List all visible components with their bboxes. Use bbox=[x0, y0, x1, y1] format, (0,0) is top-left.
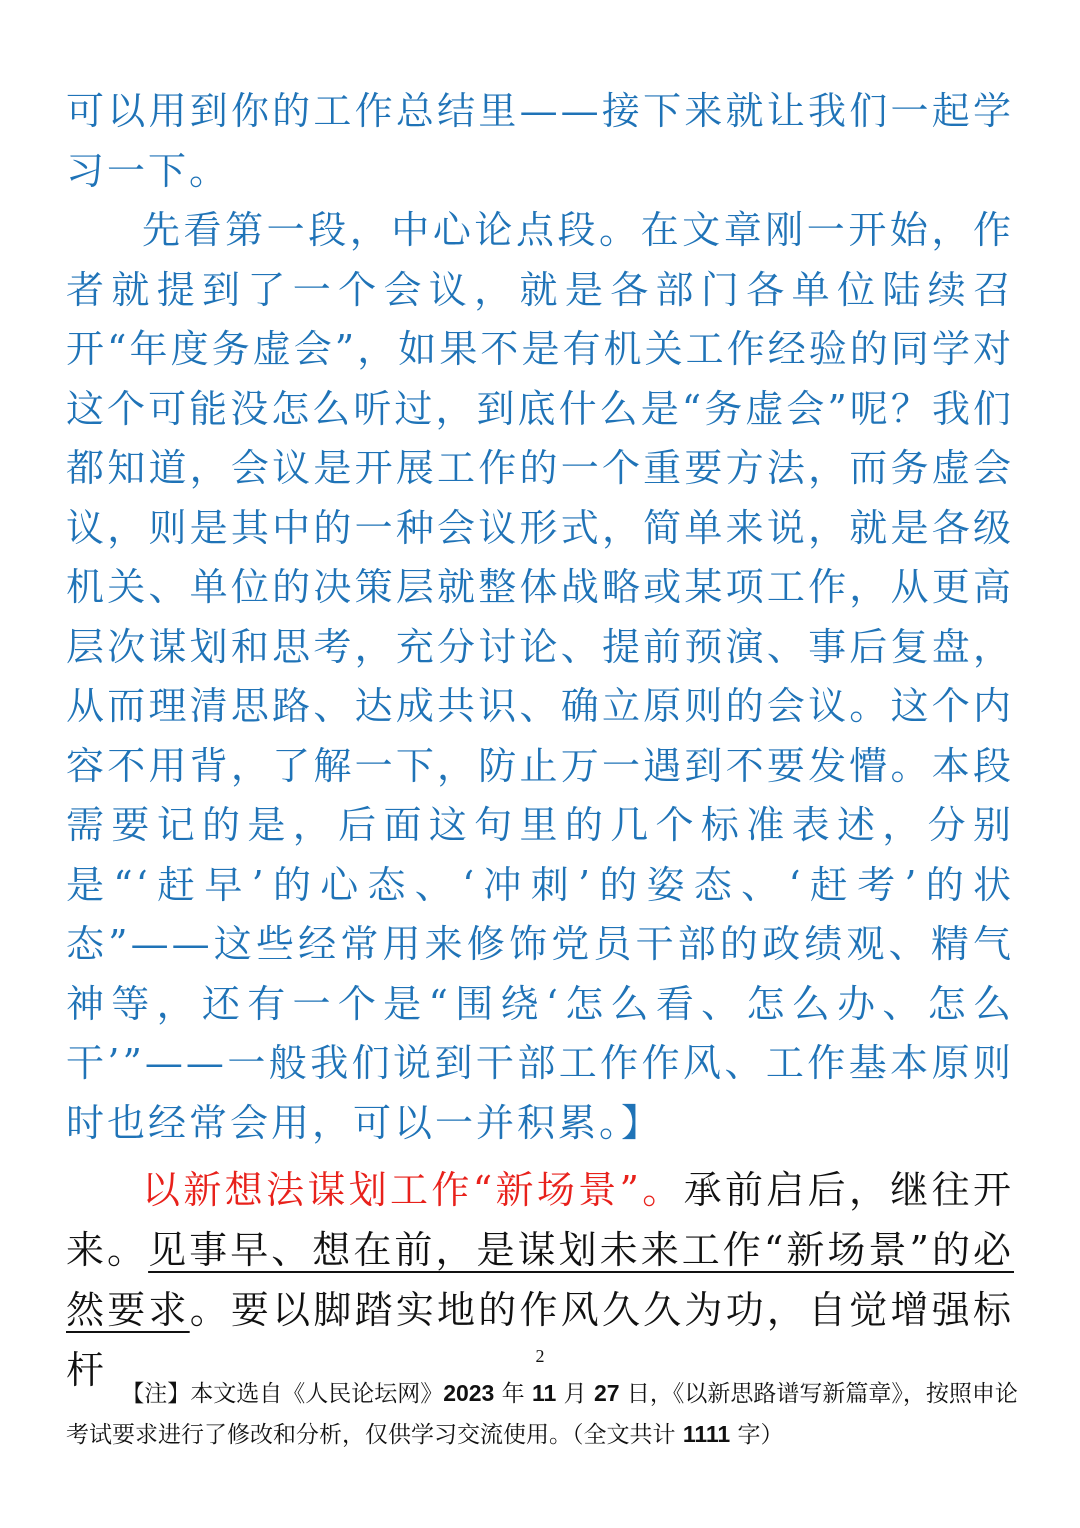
commentary-analysis: 先看第一段，中心论点段。在文章刚一开始，作者就提到了一个会议，就是各部门各单位陆续召开“年度务虚会”，如果不是有机关工作经验的同学对这个可能没怎么听过，到底什么是“务虚会”呢？我们都知道，会议是开展工作的一个重要方法，而务虚会议，则是其中的一种会议形式，简单来说，就是各级机关、单位的决策层就整体战略或某项工作，从更高层次谋划和思考，充分讨论、提前预演、事后复盘，从而理清思路、达成共识、确立原则的会议。这个内容不用背，了解一下，防止万一遇到不要发懵。本段需要记的是，后面这句里的几个标准表述，分别是“‘赶早’的心态、‘冲刺’的姿态、‘赶考’的状态”——这些经常用来修饰党员干部的政绩观、精气神等，还有一个是“围绕‘怎么看、怎么办、怎么干’”——一般我们说到干部工作作风、工作基本原则时也经常会用，可以一并积累。】 bbox=[66, 208, 1014, 1145]
note-month: 11 bbox=[531, 1380, 557, 1406]
note-month-unit: 月 bbox=[556, 1381, 594, 1407]
body-sentence-1: 承前启后，继往开来。 bbox=[66, 1168, 1014, 1272]
note-day: 27 bbox=[593, 1380, 620, 1406]
note-suffix: 字） bbox=[730, 1422, 784, 1448]
note-word-count: 1111 bbox=[682, 1421, 731, 1447]
commentary-block bbox=[66, 82, 1014, 1153]
page-number: 2 bbox=[535, 1346, 545, 1366]
note-year: 2023 bbox=[443, 1380, 495, 1406]
body-sentence-2: 。要以脚踏实地的作风久久为功，自觉增强标杆 bbox=[66, 1288, 1014, 1392]
note-mid: 日，《以新思路谱写新篇章》，按照申论考试要求进行了修改和分析，仅供学习交流使用。（全文共计 bbox=[66, 1381, 1018, 1448]
source-note bbox=[66, 1373, 1026, 1455]
note-year-unit: 年 bbox=[494, 1381, 532, 1407]
note-prefix: 【注】本文选自《人民论坛网》 bbox=[121, 1381, 444, 1407]
commentary-continuation: 可以用到你的工作总结里——接下来就让我们一起学习一下。 bbox=[66, 89, 1014, 193]
section-title: 以新想法谋划工作“新场景”。 bbox=[142, 1168, 684, 1212]
underlined-sentence: 见事早、想在前，是谋划未来工作“新场景”的必然要求 bbox=[66, 1228, 1014, 1332]
